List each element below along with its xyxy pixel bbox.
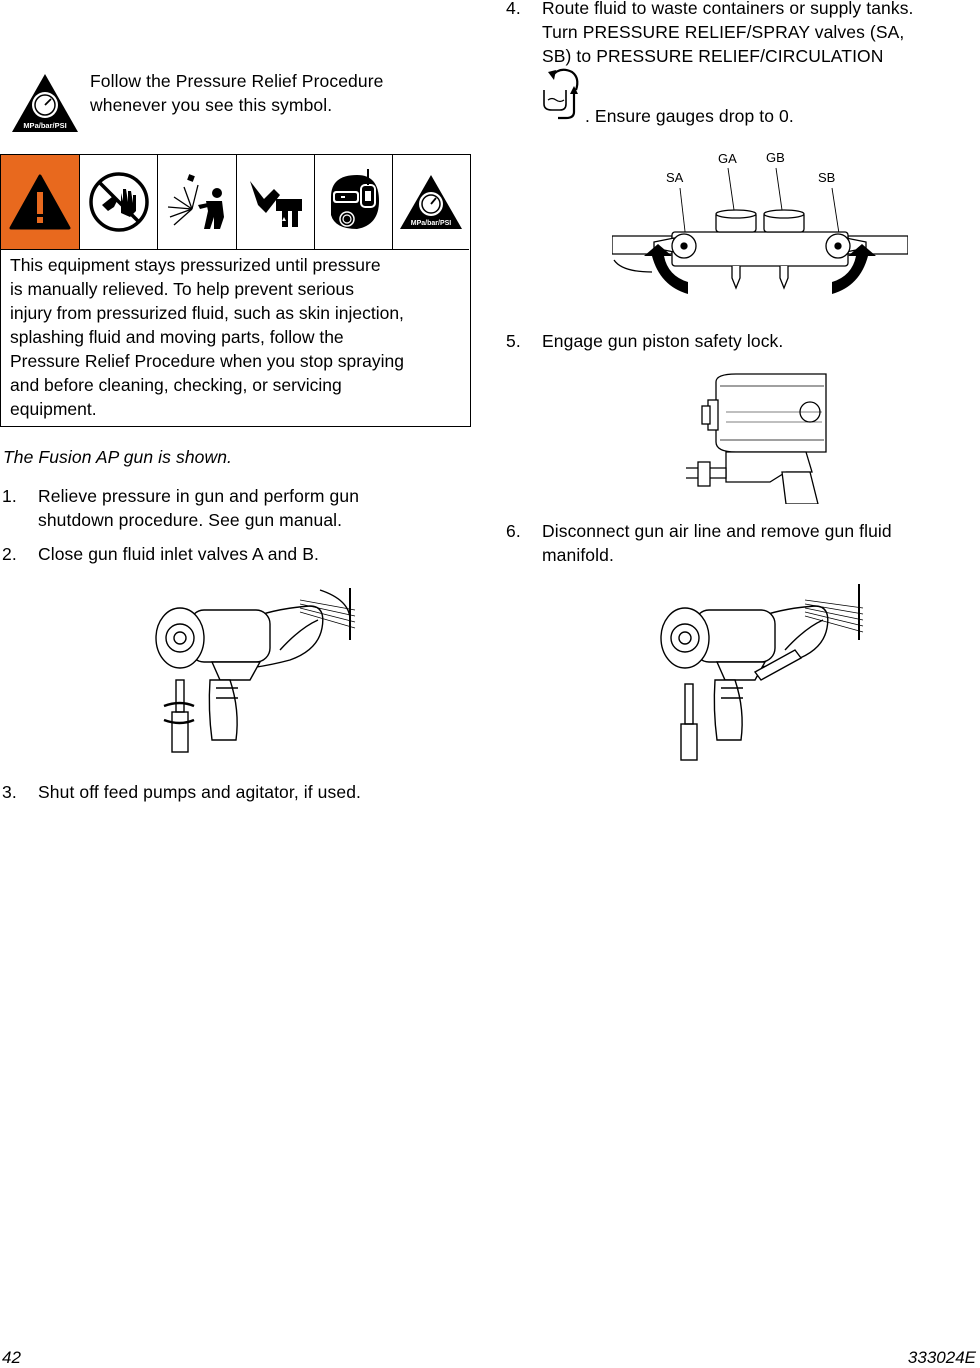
step-number: 3. (2, 782, 17, 802)
moving-parts-icon (237, 155, 315, 249)
step-number: 1. (2, 486, 17, 506)
protective-equipment-icon (315, 155, 393, 249)
circulation-icon (540, 64, 588, 120)
step-text: shutdown procedure. See gun manual. (38, 510, 343, 530)
step-text: . Ensure gauges drop to 0. (585, 106, 794, 126)
step-4 (506, 0, 976, 130)
step-text: manifold. (542, 545, 614, 565)
no-hand-icon (80, 155, 158, 249)
step-text: Disconnect gun air line and remove gun fluid (542, 521, 892, 541)
symbol-label: MPa/bar/PSI (410, 220, 452, 227)
step-text: Engage gun piston safety lock. (542, 331, 784, 351)
step-text: Shut off feed pumps and agitator, if used. (38, 782, 361, 802)
step-text: SB) to PRESSURE RELIEF/CIRCULATION (542, 46, 884, 66)
gun-safety-lock-illustration (686, 372, 832, 504)
pressure-relief-icon (393, 155, 469, 249)
step-3 (2, 780, 442, 806)
label-sb: SB (818, 170, 836, 185)
symbol-label: MPa/bar/PSI (23, 121, 67, 130)
splash-injury-icon (158, 155, 237, 249)
pressure-relief-symbol (10, 72, 80, 134)
warning-line: equipment. (10, 399, 97, 419)
warning-line: This equipment stays pressurized until pressure (10, 255, 381, 275)
gun-caption: The Fusion AP gun is shown. (3, 447, 233, 467)
warning-box (0, 154, 471, 427)
step-number: 4. (506, 0, 521, 18)
relief-note-line1: Follow the Pressure Relief Procedure (90, 71, 384, 91)
step-5 (506, 329, 946, 355)
step-text: Close gun fluid inlet valves A and B. (38, 544, 319, 564)
step-2 (2, 542, 442, 568)
step-number: 6. (506, 521, 521, 541)
step-number: 5. (506, 331, 521, 351)
relief-note (90, 69, 383, 117)
warning-line: is manually relieved. To help prevent serious (10, 279, 355, 299)
label-ga: GA (718, 151, 737, 166)
document-number: 333024E (907, 1348, 976, 1367)
caution-icon (1, 155, 80, 249)
warning-line: Pressure Relief Procedure when you stop spraying (10, 351, 404, 371)
gun-valve-illustration (150, 580, 360, 760)
step-text: Relieve pressure in gun and perform gun (38, 486, 360, 506)
warning-icon-row (1, 155, 469, 250)
manifold-illustration (612, 148, 908, 300)
step-text: Turn PRESSURE RELIEF/SPRAY valves (SA, (542, 22, 905, 42)
label-gb: GB (766, 150, 785, 165)
warning-text (10, 253, 465, 421)
step-text: Route fluid to waste containers or supply tanks. (542, 0, 914, 18)
label-sa: SA (666, 170, 684, 185)
step-6 (506, 519, 976, 569)
warning-line: splashing fluid and moving parts, follow the (10, 327, 344, 347)
gun-manifold-illustration (655, 580, 865, 762)
relief-note-line2: whenever you see this symbol. (90, 95, 333, 115)
warning-line: and before cleaning, checking, or servicing (10, 375, 342, 395)
step-1 (2, 484, 442, 534)
warning-line: injury from pressurized fluid, such as skin injection, (10, 303, 404, 323)
page-number: 42 (2, 1348, 21, 1367)
step-number: 2. (2, 544, 17, 564)
